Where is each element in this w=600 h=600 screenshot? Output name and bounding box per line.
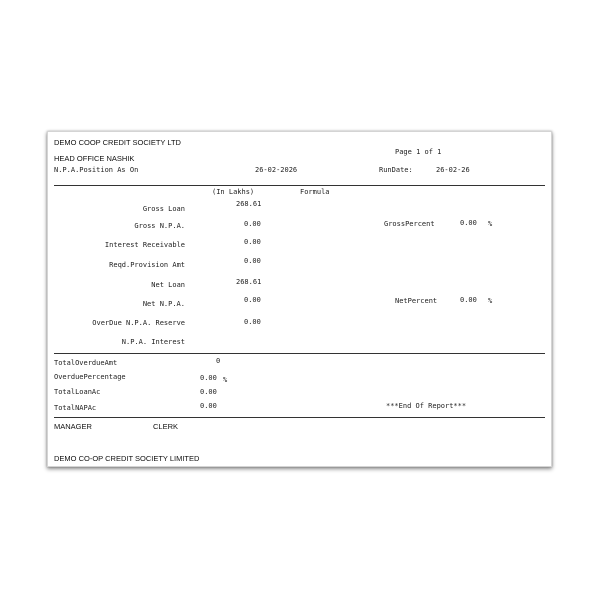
row-label-interest-receivable: Interest Receivable bbox=[104, 241, 185, 249]
row-value-net-npa: 0.00 bbox=[244, 296, 261, 304]
page-info: Page 1 of 1 bbox=[395, 148, 442, 156]
overdue-percentage-label: OverduePercentage bbox=[54, 373, 126, 381]
body-divider bbox=[54, 353, 545, 354]
total-overdue-amt-label: TotalOverdueAmt bbox=[54, 359, 118, 367]
row-value-overdue-npa-reserve: 0.00 bbox=[244, 318, 261, 326]
col-in-lakhs: (In Lakhs) bbox=[212, 188, 255, 196]
society-name: DEMO COOP CREDIT SOCIETY LTD bbox=[54, 138, 181, 147]
run-date: 26-02-26 bbox=[436, 166, 470, 174]
row-label-net-loan: Net Loan bbox=[151, 281, 185, 289]
report-title: N.P.A.Position As On bbox=[54, 166, 139, 174]
row-value-gross-npa: 0.00 bbox=[244, 220, 261, 228]
run-date-label: RunDate: bbox=[379, 166, 413, 174]
as-on-date: 26-02-2026 bbox=[255, 166, 298, 174]
manager-label: MANAGER bbox=[54, 422, 92, 431]
row-label-reqd-provision: Reqd.Provision Amt bbox=[109, 261, 185, 269]
row-label-gross-npa: Gross N.P.A. bbox=[134, 222, 185, 230]
row-value-net-loan: 268.61 bbox=[236, 278, 262, 286]
net-percent-value: 0.00 bbox=[460, 296, 477, 304]
gross-percent-unit: % bbox=[488, 220, 493, 228]
total-loan-ac-value: 0.00 bbox=[200, 388, 217, 396]
row-value-gross-loan: 268.61 bbox=[236, 200, 262, 208]
total-npa-ac-value: 0.00 bbox=[200, 402, 217, 410]
row-label-npa-interest: N.P.A. Interest bbox=[121, 338, 185, 346]
society-full-name: DEMO CO-OP CREDIT SOCIETY LIMITED bbox=[54, 454, 200, 463]
total-npa-ac-label: TotalNAPAc bbox=[54, 404, 97, 412]
net-percent-unit: % bbox=[488, 297, 493, 305]
total-overdue-amt-value: 0 bbox=[216, 357, 221, 365]
office-name: HEAD OFFICE NASHIK bbox=[54, 154, 135, 163]
col-formula: Formula bbox=[300, 188, 330, 196]
row-value-reqd-provision: 0.00 bbox=[244, 257, 261, 265]
report-sheet bbox=[47, 131, 552, 467]
header-divider bbox=[54, 185, 545, 186]
row-label-net-npa: Net N.P.A. bbox=[142, 300, 185, 308]
row-value-interest-receivable: 0.00 bbox=[244, 238, 261, 246]
gross-percent-value: 0.00 bbox=[460, 219, 477, 227]
overdue-percentage-unit: % bbox=[223, 376, 228, 384]
clerk-label: CLERK bbox=[153, 422, 179, 431]
total-loan-ac-label: TotalLoanAc bbox=[54, 388, 101, 396]
row-label-gross-loan: Gross Loan bbox=[142, 205, 185, 213]
overdue-percentage-value: 0.00 bbox=[200, 374, 217, 382]
footer-divider bbox=[54, 417, 545, 418]
gross-percent-label: GrossPercent bbox=[384, 220, 435, 228]
row-label-overdue-npa-reserve: OverDue N.P.A. Reserve bbox=[92, 319, 185, 327]
net-percent-label: NetPercent bbox=[395, 297, 438, 305]
end-of-report: ***End Of Report*** bbox=[386, 402, 467, 410]
